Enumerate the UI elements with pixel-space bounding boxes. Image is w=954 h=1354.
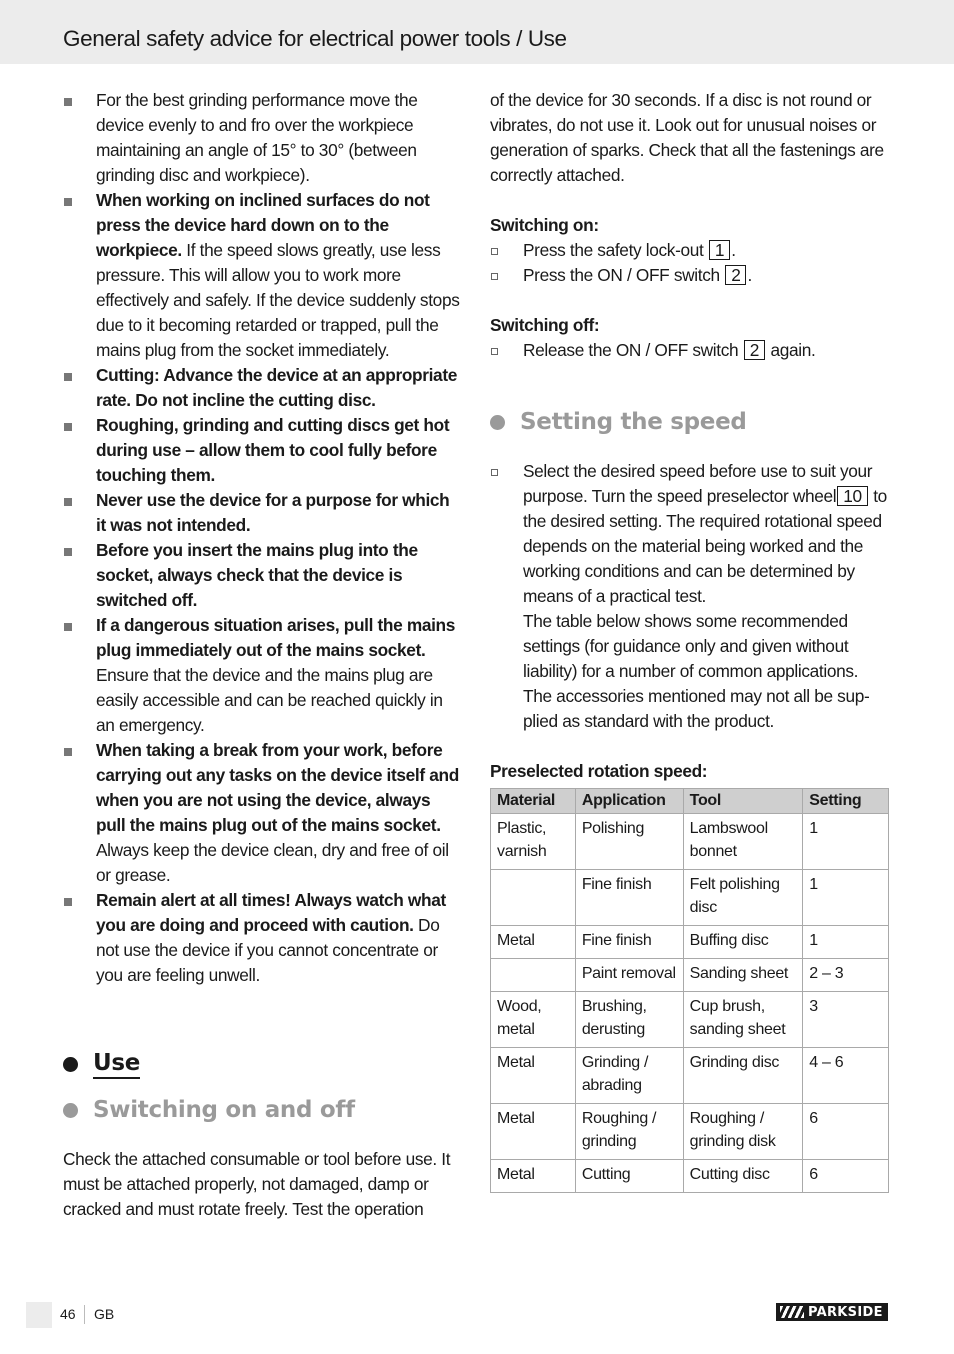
part-reference: 2 <box>744 340 765 360</box>
footer-tab <box>26 1302 52 1328</box>
speed-heading: Setting the speed <box>490 409 890 435</box>
parkside-logo: PARKSIDE <box>776 1303 888 1321</box>
safety-bullet <box>63 738 463 888</box>
table-cell: Grinding / abrading <box>575 1048 683 1104</box>
table-header-cell: Tool <box>683 789 803 814</box>
table-cell: Metal <box>491 1048 576 1104</box>
safety-bullet-list <box>63 88 463 988</box>
use-heading: Use <box>63 1050 463 1079</box>
table-cell: 1 <box>803 870 889 926</box>
bullet-text: For the best grinding performance move the device evenly to and fro over the workpiece maintaining an angle of 15° to 30° (between grinding disc and workpiece). <box>96 90 418 185</box>
table-row <box>491 814 889 870</box>
switch-on-heading: Switching on: <box>490 215 599 235</box>
table-cell: Grinding disc <box>683 1048 803 1104</box>
table-row <box>491 959 889 992</box>
logo-stripes-icon <box>780 1306 804 1318</box>
switch-step <box>490 238 890 263</box>
table-cell: 4 – 6 <box>803 1048 889 1104</box>
language-code: GB <box>94 1306 115 1322</box>
step-after-text: . <box>747 265 752 285</box>
square-bullet-icon <box>64 373 72 381</box>
step-after-text: . <box>731 240 736 260</box>
bullet-bold-text: Never use the device for a purpose for which it was not intended. <box>96 490 450 535</box>
table-cell: Buffing disc <box>683 926 803 959</box>
bullet-bold-text: Roughing, grinding and cutting discs get hot during use – allow them to cool fully before touching them. <box>96 415 450 485</box>
table-cell: Brushing, derusting <box>575 992 683 1048</box>
safety-bullet <box>63 888 463 988</box>
bullet-bold-text: Before you insert the mains plug into the socket, always check that the device is switched off. <box>96 540 418 610</box>
safety-bullet <box>63 88 463 188</box>
table-cell: Fine finish <box>575 870 683 926</box>
table-cell: Felt polishing disc <box>683 870 803 926</box>
step-text: Release the ON / OFF switch <box>523 340 739 360</box>
safety-bullet <box>63 488 463 538</box>
table-row <box>491 870 889 926</box>
switch-off-list <box>490 338 890 363</box>
safety-bullet <box>63 413 463 488</box>
switching-heading: Switching on and off <box>63 1097 463 1123</box>
table-cell: Cutting disc <box>683 1160 803 1193</box>
table-cell: 6 <box>803 1104 889 1160</box>
table-row <box>491 1048 889 1104</box>
bullet-bold-text: When taking a break from your work, before carrying out any tasks on the device itself and when you are not using the device, always pull the mains plug out of the mains socket. <box>96 740 459 835</box>
table-cell: Cutting <box>575 1160 683 1193</box>
bullet-dot-icon <box>490 415 505 430</box>
table-row <box>491 926 889 959</box>
table-row <box>491 1160 889 1193</box>
safety-bullet <box>63 613 463 738</box>
switch-off-heading: Switching off: <box>490 315 600 335</box>
table-cell: Paint removal <box>575 959 683 992</box>
bullet-bold-text: Remain alert at all times! Always watch what you are doing and proceed with caution. <box>96 890 446 935</box>
footer-divider <box>84 1305 85 1324</box>
table-cell: Metal <box>491 1104 576 1160</box>
part-reference: 1 <box>709 240 730 260</box>
step-text: Press the ON / OFF switch <box>523 265 720 285</box>
table-cell <box>491 870 576 926</box>
table-cell: Cup brush, sanding sheet <box>683 992 803 1048</box>
bullet-bold-text: If a dangerous situation arises, pull the mains plug immediately out of the mains socket. <box>96 615 456 660</box>
switching-text: Check the attached consumable or tool before use. It must be attached properly, not damaged, damp or cracked and must rotate freely. Test the operation <box>63 1149 451 1219</box>
table-cell: 1 <box>803 814 889 870</box>
speed-table-note: The table below shows some recommended settings (for guidance only and given without liability) for a number of common applications. The accessories mentioned may not all be supplied as standard with the product. <box>523 611 870 731</box>
table-header-row <box>491 789 889 814</box>
bullet-bold-text: Cutting: Advance the device at an appropriate rate. Do not incline the cutting disc. <box>96 365 457 410</box>
part-reference: 10 <box>837 486 868 506</box>
square-bullet-icon <box>64 548 72 556</box>
table-heading: Preselected rotation speed: <box>490 761 708 781</box>
checkbox-square-icon <box>491 248 498 255</box>
table-cell: 3 <box>803 992 889 1048</box>
bullet-dot-icon <box>63 1103 78 1118</box>
table-cell: Metal <box>491 926 576 959</box>
bullet-dot-icon <box>63 1057 78 1072</box>
square-bullet-icon <box>64 748 72 756</box>
switch-on-list <box>490 238 890 288</box>
switch-step <box>490 263 890 288</box>
intro-text: of the device for 30 seconds. If a disc is not round or vibrates, do not use it. Look out for unusual noises or generation of sparks. Check that all the fastenings are correctly attached. <box>490 90 884 185</box>
table-cell: Sanding sheet <box>683 959 803 992</box>
square-bullet-icon <box>64 198 72 206</box>
safety-bullet <box>63 538 463 613</box>
table-cell: Fine finish <box>575 926 683 959</box>
table-cell: 6 <box>803 1160 889 1193</box>
square-bullet-icon <box>64 623 72 631</box>
table-cell: 2 – 3 <box>803 959 889 992</box>
page-title: General safety advice for electrical power tools / Use <box>63 26 567 51</box>
safety-bullet <box>63 363 463 413</box>
page-header <box>0 0 954 64</box>
right-column <box>490 88 890 1193</box>
table-cell: Roughing / grinding <box>575 1104 683 1160</box>
table-cell: Lambswool bonnet <box>683 814 803 870</box>
table-cell: Wood, metal <box>491 992 576 1048</box>
left-column <box>63 88 463 1222</box>
table-row <box>491 992 889 1048</box>
step-text: Press the safety lock-out <box>523 240 704 260</box>
table-cell: 1 <box>803 926 889 959</box>
checkbox-square-icon <box>491 469 498 476</box>
table-header-cell: Setting <box>803 789 889 814</box>
switch-step <box>490 338 890 363</box>
table-cell: Metal <box>491 1160 576 1193</box>
bullet-text: If the speed slows greatly, use less pressure. This will allow you to work more effectively and safely. If the device suddenly stops due to it becoming retarded or trapped, pull the mains plug from the socket immediately. <box>96 240 460 360</box>
page-number: 46 <box>60 1306 76 1322</box>
table-cell: Polishing <box>575 814 683 870</box>
checkbox-square-icon <box>491 273 498 280</box>
square-bullet-icon <box>64 98 72 106</box>
bullet-text: Ensure that the device and the mains plug are easily accessible and can be reached quickly in an emergency. <box>96 665 443 735</box>
square-bullet-icon <box>64 423 72 431</box>
safety-bullet <box>63 188 463 363</box>
table-row <box>491 1104 889 1160</box>
square-bullet-icon <box>64 898 72 906</box>
table-cell: Plastic, varnish <box>491 814 576 870</box>
square-bullet-icon <box>64 498 72 506</box>
table-header-cell: Material <box>491 789 576 814</box>
part-reference: 2 <box>725 265 746 285</box>
checkbox-square-icon <box>491 348 498 355</box>
table-cell: Roughing / grinding disk <box>683 1104 803 1160</box>
bullet-bold-text: When working on inclined surfaces do not press the device hard down on to the workpiece. <box>96 190 430 260</box>
bullet-text: Always keep the device clean, dry and free of oil or grease. <box>96 840 449 885</box>
speed-table <box>490 788 889 1193</box>
bullet-text: Do not use the device if you cannot concentrate or you are feeling unwell. <box>96 915 440 985</box>
speed-instruction: Select the desired speed before use to suit your purpose. Turn the speed preselector wheel 10 to the desired setting. The required rotational speed depends on the material being worked and the working conditions and can be determined by means of a practical test. The table below shows some recommended settings (for guidance only and given without liability) for a number of common applications. The accessories mentioned may not all be supplied as standard with the product. <box>490 459 890 734</box>
table-cell <box>491 959 576 992</box>
table-header-cell: Application <box>575 789 683 814</box>
step-after-text: again. <box>766 340 816 360</box>
